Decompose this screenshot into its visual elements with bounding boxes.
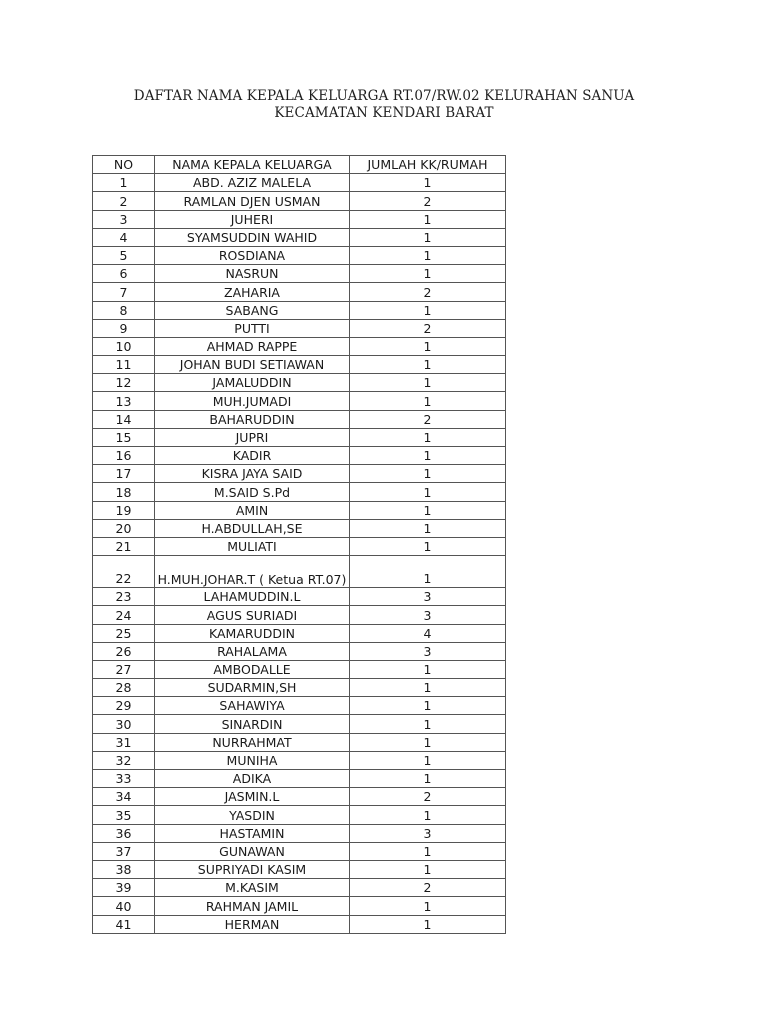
table-row	[93, 356, 506, 374]
table-row	[93, 624, 506, 642]
cell-no: 2	[93, 192, 155, 210]
cell-count: 1	[350, 174, 506, 192]
cell-count: 1	[350, 806, 506, 824]
cell-count: 1	[350, 228, 506, 246]
cell-count: 2	[350, 319, 506, 337]
table-row	[93, 606, 506, 624]
cell-count: 1	[350, 465, 506, 483]
cell-name: HASTAMIN	[155, 824, 350, 842]
cell-no: 41	[93, 915, 155, 933]
cell-name: KADIR	[155, 447, 350, 465]
cell-no: 31	[93, 733, 155, 751]
cell-no: 38	[93, 860, 155, 878]
cell-count: 1	[350, 770, 506, 788]
cell-name: MUH.JUMADI	[155, 392, 350, 410]
cell-count: 1	[350, 356, 506, 374]
table-row	[93, 465, 506, 483]
cell-count: 1	[350, 265, 506, 283]
cell-name: RAHALAMA	[155, 642, 350, 660]
cell-name: BAHARUDDIN	[155, 410, 350, 428]
cell-no: 30	[93, 715, 155, 733]
cell-no: 16	[93, 447, 155, 465]
cell-count: 2	[350, 788, 506, 806]
table-row	[93, 715, 506, 733]
cell-name: AHMAD RAPPE	[155, 337, 350, 355]
table-row	[93, 751, 506, 769]
cell-name: SINARDIN	[155, 715, 350, 733]
cell-no: 4	[93, 228, 155, 246]
cell-name: YASDIN	[155, 806, 350, 824]
cell-count: 2	[350, 283, 506, 301]
cell-no: 37	[93, 842, 155, 860]
table-row	[93, 770, 506, 788]
cell-name: KAMARUDDIN	[155, 624, 350, 642]
cell-name: ZAHARIA	[155, 283, 350, 301]
cell-count: 3	[350, 642, 506, 660]
table-row	[93, 588, 506, 606]
table-row	[93, 374, 506, 392]
cell-count: 1	[350, 556, 506, 588]
cell-no: 15	[93, 428, 155, 446]
cell-count: 1	[350, 860, 506, 878]
cell-name: PUTTI	[155, 319, 350, 337]
table-row	[93, 447, 506, 465]
cell-name: SAHAWIYA	[155, 697, 350, 715]
cell-no: 7	[93, 283, 155, 301]
cell-count: 1	[350, 660, 506, 678]
cell-name: NURRAHMAT	[155, 733, 350, 751]
table-row	[93, 642, 506, 660]
cell-no: 11	[93, 356, 155, 374]
cell-no: 5	[93, 246, 155, 264]
table-row	[93, 860, 506, 878]
table-row	[93, 337, 506, 355]
cell-no: 20	[93, 519, 155, 537]
table-row	[93, 879, 506, 897]
cell-count: 1	[350, 537, 506, 555]
cell-count: 1	[350, 210, 506, 228]
cell-name: HERMAN	[155, 915, 350, 933]
cell-count: 2	[350, 410, 506, 428]
cell-no: 8	[93, 301, 155, 319]
cell-count: 1	[350, 428, 506, 446]
cell-count: 4	[350, 624, 506, 642]
cell-name: RAHMAN JAMIL	[155, 897, 350, 915]
cell-count: 1	[350, 679, 506, 697]
cell-no: 27	[93, 660, 155, 678]
title-line-2: KECAMATAN KENDARI BARAT	[274, 105, 494, 121]
cell-no: 25	[93, 624, 155, 642]
table-row	[93, 842, 506, 860]
header-count: JUMLAH KK/RUMAH	[350, 156, 506, 174]
cell-name: NASRUN	[155, 265, 350, 283]
table-row	[93, 733, 506, 751]
table-row	[93, 301, 506, 319]
document-title	[0, 88, 768, 122]
cell-count: 2	[350, 192, 506, 210]
cell-no: 24	[93, 606, 155, 624]
cell-no: 34	[93, 788, 155, 806]
table-row	[93, 428, 506, 446]
cell-no: 39	[93, 879, 155, 897]
cell-name: JOHAN BUDI SETIAWAN	[155, 356, 350, 374]
cell-count: 3	[350, 606, 506, 624]
table-row	[93, 824, 506, 842]
table-row	[93, 283, 506, 301]
table-row	[93, 246, 506, 264]
cell-no: 35	[93, 806, 155, 824]
cell-no: 10	[93, 337, 155, 355]
family-heads-table	[92, 155, 506, 934]
cell-count: 1	[350, 897, 506, 915]
cell-name: AMBODALLE	[155, 660, 350, 678]
cell-count: 1	[350, 483, 506, 501]
table-row	[93, 537, 506, 555]
table-row	[93, 501, 506, 519]
cell-count: 3	[350, 824, 506, 842]
cell-name: MUNIHA	[155, 751, 350, 769]
cell-count: 1	[350, 301, 506, 319]
cell-count: 1	[350, 246, 506, 264]
cell-no: 22	[93, 556, 155, 588]
cell-count: 1	[350, 501, 506, 519]
cell-name: JAMALUDDIN	[155, 374, 350, 392]
cell-name: KISRA JAYA SAID	[155, 465, 350, 483]
cell-count: 1	[350, 751, 506, 769]
cell-name: AMIN	[155, 501, 350, 519]
title-line-1: DAFTAR NAMA KEPALA KELUARGA RT.07/RW.02 KELURAHAN SANUA	[133, 88, 635, 104]
cell-name: H.MUH.JOHAR.T ( Ketua RT.07)	[155, 556, 350, 588]
cell-count: 1	[350, 447, 506, 465]
cell-no: 36	[93, 824, 155, 842]
table-row	[93, 174, 506, 192]
cell-no: 19	[93, 501, 155, 519]
cell-no: 3	[93, 210, 155, 228]
cell-name: JUHERI	[155, 210, 350, 228]
table-row	[93, 915, 506, 933]
table-row	[93, 192, 506, 210]
table-row	[93, 228, 506, 246]
cell-no: 33	[93, 770, 155, 788]
cell-name: GUNAWAN	[155, 842, 350, 860]
table-row	[93, 556, 506, 588]
table-row	[93, 806, 506, 824]
cell-name: M.SAID S.Pd	[155, 483, 350, 501]
cell-name: ABD. AZIZ MALELA	[155, 174, 350, 192]
table-row	[93, 697, 506, 715]
cell-name: ROSDIANA	[155, 246, 350, 264]
cell-name: ADIKA	[155, 770, 350, 788]
cell-no: 12	[93, 374, 155, 392]
cell-name: SABANG	[155, 301, 350, 319]
cell-name: MULIATI	[155, 537, 350, 555]
table-row	[93, 392, 506, 410]
table-row	[93, 519, 506, 537]
table-body	[93, 174, 506, 934]
cell-count: 1	[350, 337, 506, 355]
cell-no: 14	[93, 410, 155, 428]
cell-name: JUPRI	[155, 428, 350, 446]
cell-count: 1	[350, 392, 506, 410]
table-row	[93, 265, 506, 283]
cell-no: 17	[93, 465, 155, 483]
cell-count: 1	[350, 697, 506, 715]
cell-count: 1	[350, 915, 506, 933]
table-row	[93, 319, 506, 337]
cell-no: 23	[93, 588, 155, 606]
cell-name: M.KASIM	[155, 879, 350, 897]
table-header-row	[93, 156, 506, 174]
cell-name: SYAMSUDDIN WAHID	[155, 228, 350, 246]
cell-no: 32	[93, 751, 155, 769]
cell-name: AGUS SURIADI	[155, 606, 350, 624]
cell-no: 29	[93, 697, 155, 715]
cell-count: 1	[350, 842, 506, 860]
cell-no: 1	[93, 174, 155, 192]
cell-name: SUDARMIN,SH	[155, 679, 350, 697]
cell-name: LAHAMUDDIN.L	[155, 588, 350, 606]
header-no: NO	[93, 156, 155, 174]
cell-count: 3	[350, 588, 506, 606]
cell-count: 1	[350, 715, 506, 733]
table-row	[93, 210, 506, 228]
cell-no: 28	[93, 679, 155, 697]
table-row	[93, 410, 506, 428]
table-row	[93, 897, 506, 915]
cell-name: RAMLAN DJEN USMAN	[155, 192, 350, 210]
cell-no: 9	[93, 319, 155, 337]
table-row	[93, 679, 506, 697]
cell-no: 18	[93, 483, 155, 501]
cell-name: JASMIN.L	[155, 788, 350, 806]
header-name: NAMA KEPALA KELUARGA	[155, 156, 350, 174]
table-row	[93, 660, 506, 678]
cell-no: 26	[93, 642, 155, 660]
cell-count: 1	[350, 374, 506, 392]
cell-no: 13	[93, 392, 155, 410]
cell-count: 1	[350, 733, 506, 751]
cell-no: 6	[93, 265, 155, 283]
table-row	[93, 483, 506, 501]
cell-count: 1	[350, 519, 506, 537]
table-row	[93, 788, 506, 806]
cell-no: 21	[93, 537, 155, 555]
cell-name: SUPRIYADI KASIM	[155, 860, 350, 878]
cell-no: 40	[93, 897, 155, 915]
cell-name: H.ABDULLAH,SE	[155, 519, 350, 537]
cell-count: 2	[350, 879, 506, 897]
